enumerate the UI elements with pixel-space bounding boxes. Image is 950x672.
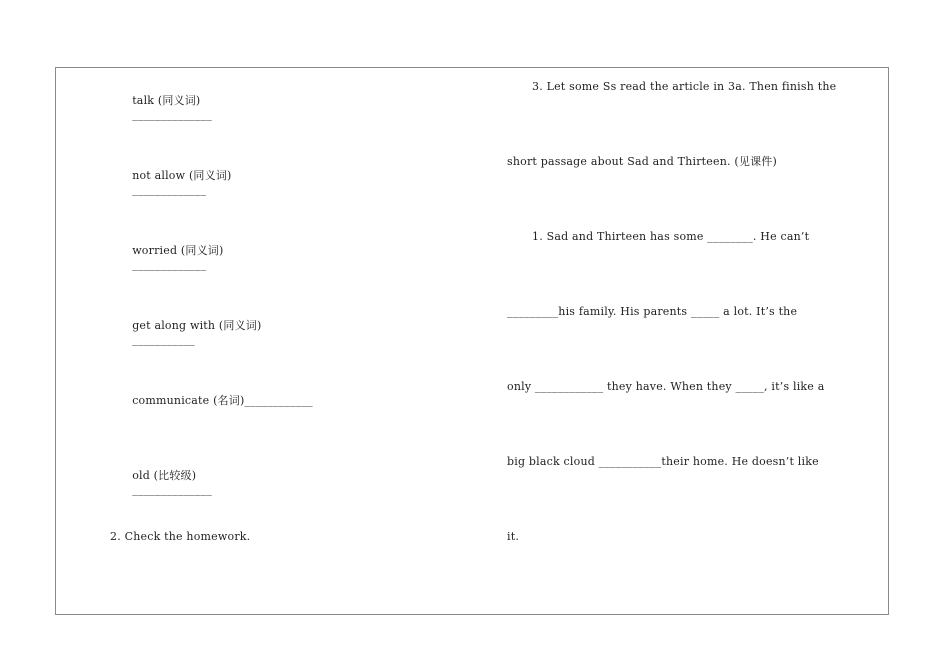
worksheet-frame (55, 67, 889, 615)
task-3-instruction-line-2: short passage about Sad and Thirteen. (见课件) (507, 155, 777, 168)
vocab-line-communicate (110, 380, 313, 422)
passage-line-1: 1. Sad and Thirteen has some ________. He can’t (532, 230, 810, 243)
vocab-label: not allow (同义词) (132, 169, 232, 182)
passage-line-4: big black cloud ___________their home. He doesn’t like (507, 455, 819, 468)
vocab-line-old (110, 455, 212, 511)
check-homework-step: 2. Check the homework. (110, 530, 251, 543)
vocab-line-get-along-with (110, 305, 262, 361)
answer-blank[interactable]: _____________ (132, 258, 207, 271)
vocab-line-not-allow (110, 155, 232, 211)
vocab-line-talk (110, 80, 212, 136)
vocab-label: talk (同义词) (132, 94, 201, 107)
vocab-label: communicate (名词) (132, 394, 245, 407)
passage-line-2: _________his family. His parents _____ a lot. It’s the (507, 305, 798, 318)
answer-blank[interactable]: _____________ (132, 183, 207, 196)
vocab-label: get along with (同义词) (132, 319, 262, 332)
answer-blank[interactable]: ______________ (132, 483, 212, 496)
answer-blank[interactable]: ____________ (244, 394, 313, 407)
passage-line-5: it. (507, 530, 520, 543)
vocab-label: worried (同义词) (132, 244, 224, 257)
task-3-instruction-line-1: 3. Let some Ss read the article in 3a. Then finish the (532, 80, 837, 93)
answer-blank[interactable]: ______________ (132, 108, 212, 121)
answer-blank[interactable]: ___________ (132, 333, 195, 346)
passage-line-3: only ____________ they have. When they _____, it’s like a (507, 380, 825, 393)
vocab-line-worried (110, 230, 224, 286)
vocab-label: old (比较级) (132, 469, 197, 482)
